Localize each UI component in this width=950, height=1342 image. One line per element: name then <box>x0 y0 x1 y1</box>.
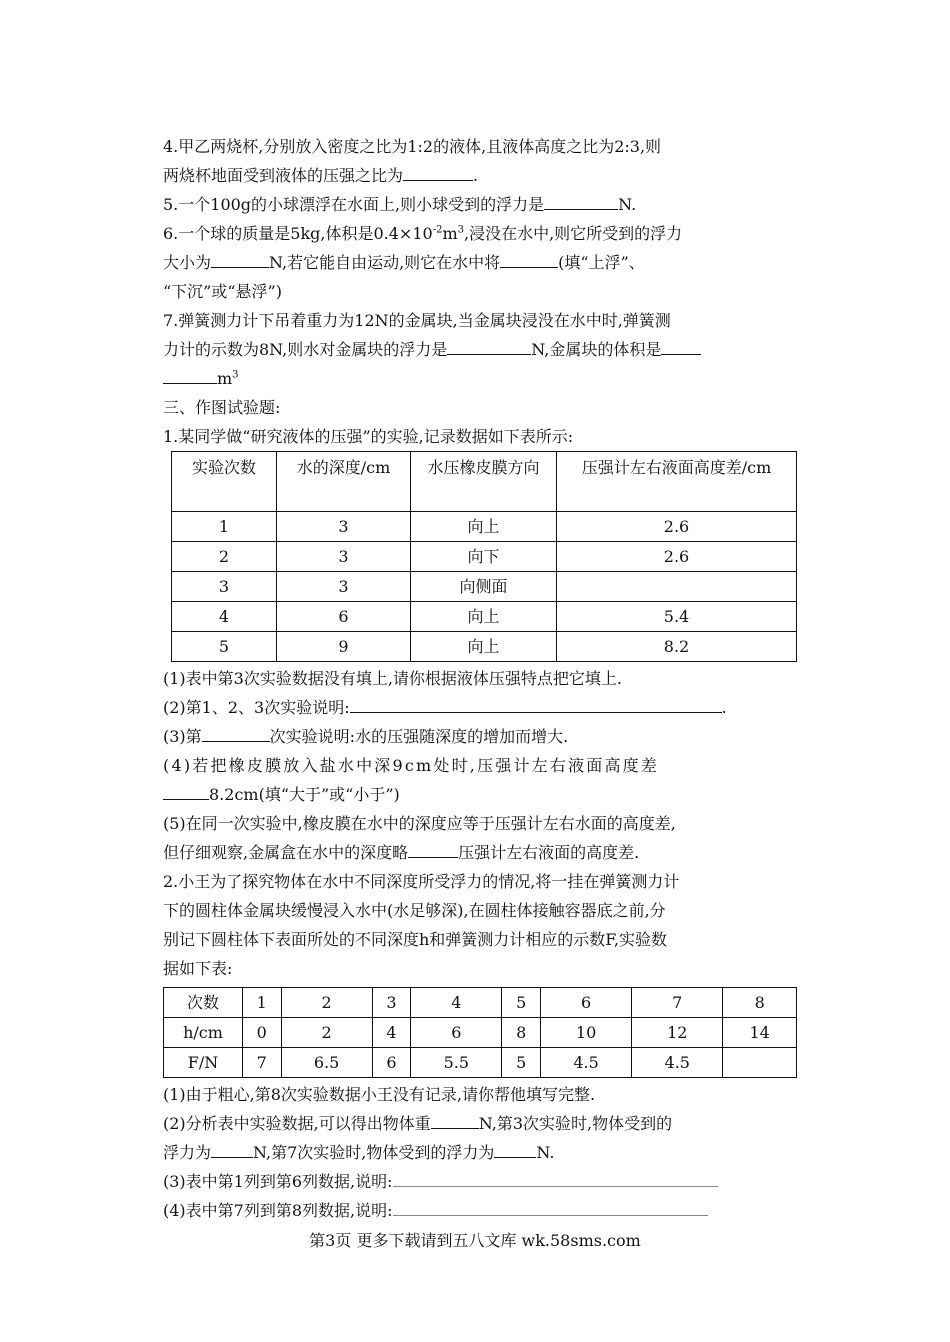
section-3-title: 三、作图试验题: <box>163 398 281 417</box>
table-cell: 2.6 <box>557 512 797 542</box>
q4-line2: 两烧杯地面受到液体的压强之比为 <box>163 166 404 185</box>
table-cell: 4 <box>372 1018 411 1048</box>
table-cell: 4 <box>172 602 277 632</box>
q6-line1a: 6.一个球的质量是5kg,体积是0.4×10 <box>163 224 433 243</box>
table-header-row <box>172 452 797 512</box>
exp2-intro-line2: 下的圆柱体金属块缓慢浸入水中(水足够深),在圆柱体接触容器底之前,分 <box>163 901 666 920</box>
exp2-s2-d: N,第7次实验时,物体受到的浮力为 <box>253 1143 495 1162</box>
answer-blank <box>500 249 558 268</box>
exp1-s3-prefix: (3)第 <box>163 727 202 746</box>
table-cell: 3 <box>372 988 411 1018</box>
answer-blank <box>211 1139 253 1158</box>
table-cell: 4 <box>411 988 502 1018</box>
exp1-s4-line1: (4)若把橡皮膜放入盐水中深9cm处时,压强计左右液面高度差 <box>163 756 660 775</box>
exp2-intro-line1: 2.小王为了探究物体在水中不同深度所受浮力的情况,将一挂在弹簧测力计 <box>163 872 680 891</box>
experiment-1-table <box>171 451 797 662</box>
table-cell: 0 <box>243 1018 282 1048</box>
answer-blank <box>202 723 270 742</box>
table-cell: 1 <box>172 512 277 542</box>
answer-blank <box>447 336 531 355</box>
table-cell: 8 <box>502 1018 541 1048</box>
table-cell: 向上 <box>411 512 557 542</box>
table-row <box>172 632 797 662</box>
table-cell: 3 <box>277 542 411 572</box>
table-cell: 9 <box>277 632 411 662</box>
table-cell: 5 <box>172 632 277 662</box>
table-row <box>172 542 797 572</box>
table-cell-empty <box>557 572 797 602</box>
exp1-s4-line2: 8.2cm(填“大于”或“小于”) <box>209 785 400 804</box>
table-cell: 6 <box>277 602 411 632</box>
q7-unit-exponent: 3 <box>232 369 239 381</box>
question-5 <box>163 190 798 219</box>
exp1-subquestion-3 <box>163 722 798 751</box>
table-cell: 3 <box>172 572 277 602</box>
page-footer: 第3页 更多下载请到五八文库 wk.58sms.com <box>309 1231 641 1250</box>
exp1-s3-text: 次实验说明:水的压强随深度的增加而增大. <box>269 727 569 746</box>
exp1-s2-text: (2)第1、2、3次实验说明: <box>163 698 350 717</box>
table-cell-empty <box>723 1048 797 1078</box>
answer-blank <box>393 1197 708 1216</box>
table-cell: 2 <box>281 1018 372 1048</box>
q6-unit-exponent: 3 <box>457 224 464 236</box>
table-row-header: F/N <box>164 1048 243 1078</box>
table-row-header: h/cm <box>164 1018 243 1048</box>
exp2-s2-c: 浮力为 <box>163 1143 212 1162</box>
table-cell: 2.6 <box>557 542 797 572</box>
question-7 <box>163 306 798 393</box>
question-6 <box>163 219 798 306</box>
exp2-s4-text: (4)表中第7列到第8列数据,说明: <box>163 1201 393 1220</box>
table-cell: 5 <box>502 1048 541 1078</box>
exp1-s2-end: . <box>721 698 727 717</box>
q6-line1c: ,浸没在水中,则它所受到的浮力 <box>463 224 683 243</box>
experiment-2-intro <box>163 867 798 983</box>
q5-text: 5.一个100g的小球漂浮在水面上,则小球受到的浮力是 <box>163 195 545 214</box>
table-cell: 6 <box>411 1018 502 1048</box>
table-cell: 10 <box>540 1018 631 1048</box>
exp1-subquestion-2 <box>163 693 798 722</box>
table-cell: 5 <box>502 988 541 1018</box>
page-content <box>163 132 798 1225</box>
table-cell: 8 <box>723 988 797 1018</box>
exp2-s2-b: N,第3次实验时,物体受到的 <box>478 1114 673 1133</box>
answer-blank <box>494 1139 536 1158</box>
table-cell: 向上 <box>411 602 557 632</box>
answer-blank <box>163 365 217 384</box>
q5-end: N. <box>618 195 637 214</box>
table-cell: 向下 <box>411 542 557 572</box>
table-cell: 5.4 <box>557 602 797 632</box>
q6-line2c: (填“上浮”、 <box>558 253 645 272</box>
exp1-s5-line2a: 但仔细观察,金属盒在水中的深度略 <box>163 843 409 862</box>
q6-exponent: -2 <box>432 224 443 236</box>
exp2-s3-text: (3)表中第1列到第6列数据,说明: <box>163 1172 393 1191</box>
table-cell: 向侧面 <box>411 572 557 602</box>
exp1-subquestion-5 <box>163 809 798 867</box>
answer-blank <box>403 162 473 181</box>
table-cell: 7 <box>632 988 723 1018</box>
q6-line2a: 大小为 <box>163 253 212 272</box>
table-cell: 4.5 <box>540 1048 631 1078</box>
table-cell: 14 <box>723 1018 797 1048</box>
experiment-1-intro: 1.某同学做“研究液体的压强”的实验,记录数据如下表所示: <box>163 427 574 446</box>
exp1-subquestion-1: (1)表中第3次实验数据没有填上,请你根据液体压强特点把它填上. <box>163 669 623 688</box>
table-cell: 4.5 <box>632 1048 723 1078</box>
exp2-subquestion-3 <box>163 1167 798 1196</box>
header-text: 水压橡皮膜方向 <box>427 458 540 477</box>
table-row <box>164 1018 797 1048</box>
q4-line1: 4.甲乙两烧杯,分别放入密度之比为1:2的液体,且液体高度之比为2:3,则 <box>163 137 662 156</box>
table-cell: 3 <box>277 512 411 542</box>
table-row <box>164 988 797 1018</box>
table-cell: 3 <box>277 572 411 602</box>
table-cell: 8.2 <box>557 632 797 662</box>
table-cell: 6 <box>372 1048 411 1078</box>
table-cell: 7 <box>243 1048 282 1078</box>
answer-blank <box>544 191 618 210</box>
answer-blank <box>211 249 269 268</box>
table-row-header: 次数 <box>164 988 243 1018</box>
exp2-subquestion-2 <box>163 1109 798 1167</box>
q6-line1b: m <box>442 224 458 243</box>
table-cell: 12 <box>632 1018 723 1048</box>
exp2-s2-a: (2)分析表中实验数据,可以得出物体重 <box>163 1114 431 1133</box>
q4-end: . <box>473 166 479 185</box>
exp1-subquestion-4 <box>163 751 798 809</box>
table-header-cell: 实验次数 <box>172 452 277 512</box>
table-header-cell <box>411 452 557 512</box>
answer-blank <box>163 781 209 800</box>
table-row <box>164 1048 797 1078</box>
exp1-s5-line1: (5)在同一次实验中,橡皮膜在水中的深度应等于压强计左右水面的高度差, <box>163 814 676 833</box>
q7-unit: m <box>217 369 233 388</box>
answer-blank <box>408 839 458 858</box>
table-row <box>172 602 797 632</box>
table-row <box>172 572 797 602</box>
exp2-subquestion-4 <box>163 1196 798 1225</box>
answer-blank <box>350 694 722 713</box>
table-cell: 5.5 <box>411 1048 502 1078</box>
question-4 <box>163 132 798 190</box>
answer-blank <box>393 1168 718 1187</box>
table-cell: 2 <box>281 988 372 1018</box>
table-cell: 6 <box>540 988 631 1018</box>
q7-line1: 7.弹簧测力计下吊着重力为12N的金属块,当金属块浸没在水中时,弹簧测 <box>163 311 671 330</box>
q6-line3: “下沉”或“悬浮”) <box>163 282 282 301</box>
experiment-2-table <box>163 987 797 1078</box>
table-cell: 6.5 <box>281 1048 372 1078</box>
q7-line2b: N,金属块的体积是 <box>531 340 662 359</box>
answer-blank <box>431 1110 479 1129</box>
exp2-subquestion-1: (1)由于粗心,第8次实验数据小王没有记录,请你帮他填写完整. <box>163 1085 596 1104</box>
table-row <box>172 512 797 542</box>
table-header-cell: 水的深度/cm <box>277 452 411 512</box>
table-cell: 1 <box>243 988 282 1018</box>
exp2-s2-e: N. <box>536 1143 555 1162</box>
q6-line2b: N,若它能自由运动,则它在水中将 <box>269 253 501 272</box>
answer-blank <box>661 336 701 355</box>
table-cell: 2 <box>172 542 277 572</box>
q7-line2a: 力计的示数为8N,则水对金属块的浮力是 <box>163 340 448 359</box>
table-header-cell: 压强计左右液面高度差/cm <box>557 452 797 512</box>
exp1-s5-line2b: 压强计左右液面的高度差. <box>458 843 640 862</box>
exp2-intro-line4: 据如下表: <box>163 959 233 978</box>
exp2-intro-line3: 别记下圆柱体下表面所处的不同深度h和弹簧测力计相应的示数F,实验数 <box>163 930 668 949</box>
table-cell: 向上 <box>411 632 557 662</box>
